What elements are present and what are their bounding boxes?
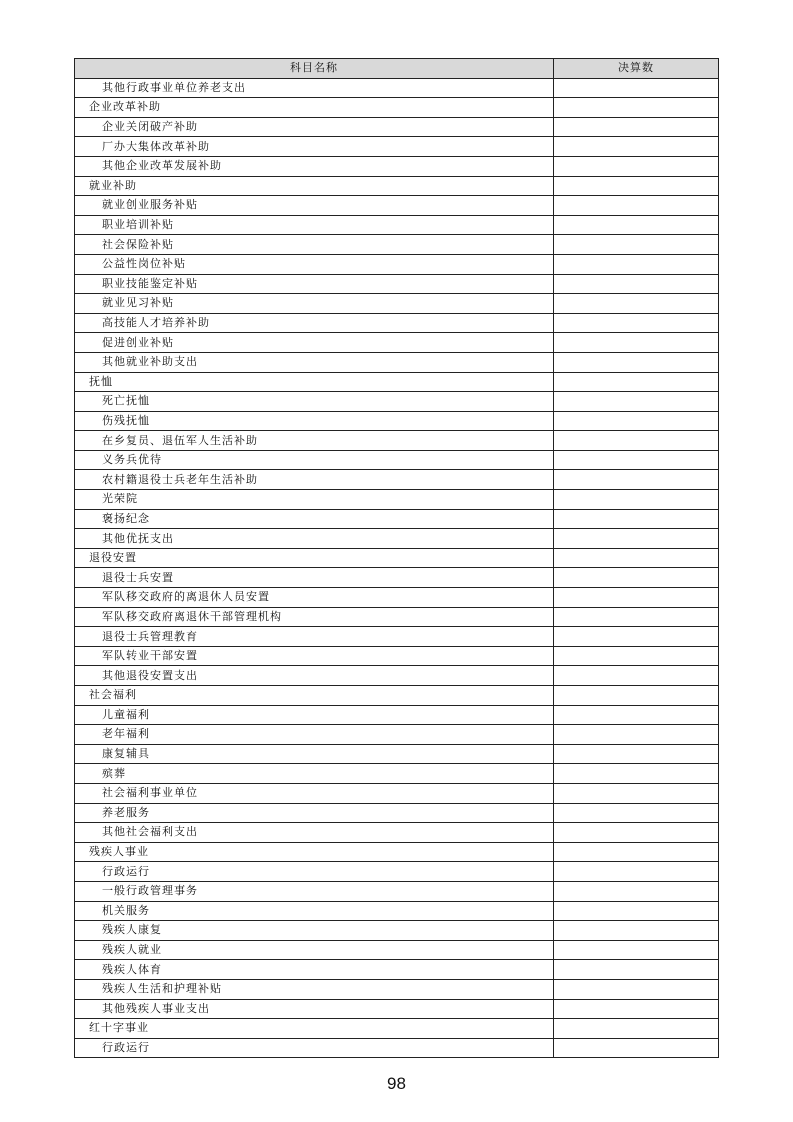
amount-cell [554, 862, 719, 882]
subcategory-name-cell: 社会福利事业单位 [75, 783, 554, 803]
amount-cell [554, 294, 719, 314]
amount-cell [554, 274, 719, 294]
subcategory-name-cell: 其他社会福利支出 [75, 823, 554, 843]
amount-cell [554, 901, 719, 921]
subcategory-name-cell: 残疾人就业 [75, 940, 554, 960]
amount-cell [554, 235, 719, 255]
category-name-cell: 红十字事业 [75, 1019, 554, 1039]
amount-cell [554, 607, 719, 627]
table-row [75, 156, 719, 176]
amount-cell [554, 196, 719, 216]
subcategory-name-cell: 军队转业干部安置 [75, 646, 554, 666]
table-row [75, 999, 719, 1019]
table-row [75, 117, 719, 137]
table-row [75, 666, 719, 686]
amount-cell [554, 568, 719, 588]
subcategory-name-cell: 职业技能鉴定补贴 [75, 274, 554, 294]
amount-cell [554, 490, 719, 510]
amount-cell [554, 548, 719, 568]
table-row [75, 529, 719, 549]
subcategory-name-cell: 军队移交政府的离退休人员安置 [75, 588, 554, 608]
amount-cell [554, 313, 719, 333]
amount-cell [554, 392, 719, 412]
category-name-cell: 抚恤 [75, 372, 554, 392]
amount-cell [554, 372, 719, 392]
subcategory-name-cell: 一般行政管理事务 [75, 881, 554, 901]
subcategory-name-cell: 老年福利 [75, 725, 554, 745]
table-row [75, 881, 719, 901]
table-row [75, 803, 719, 823]
subcategory-name-cell: 社会保险补贴 [75, 235, 554, 255]
table-row [75, 352, 719, 372]
category-name-cell: 退役安置 [75, 548, 554, 568]
table-row [75, 392, 719, 412]
table-row [75, 823, 719, 843]
subcategory-name-cell: 殡葬 [75, 764, 554, 784]
amount-cell [554, 666, 719, 686]
table-row [75, 411, 719, 431]
table-row [75, 235, 719, 255]
subcategory-name-cell: 其他行政事业单位养老支出 [75, 78, 554, 98]
table-body [75, 78, 719, 1058]
table-row [75, 196, 719, 216]
amount-cell [554, 137, 719, 157]
table-row [75, 744, 719, 764]
table-row [75, 686, 719, 706]
subcategory-name-cell: 光荣院 [75, 490, 554, 510]
amount-cell [554, 803, 719, 823]
subcategory-name-cell: 退役士兵管理教育 [75, 627, 554, 647]
amount-cell [554, 823, 719, 843]
table-row [75, 254, 719, 274]
table-row [75, 901, 719, 921]
table-row [75, 490, 719, 510]
table-row [75, 176, 719, 196]
subcategory-name-cell: 养老服务 [75, 803, 554, 823]
table-row [75, 431, 719, 451]
amount-cell [554, 960, 719, 980]
subcategory-name-cell: 退役士兵安置 [75, 568, 554, 588]
subcategory-name-cell: 在乡复员、退伍军人生活补助 [75, 431, 554, 451]
subcategory-name-cell: 其他退役安置支出 [75, 666, 554, 686]
subcategory-name-cell: 其他优抚支出 [75, 529, 554, 549]
amount-cell [554, 215, 719, 235]
subcategory-name-cell: 行政运行 [75, 862, 554, 882]
table-row [75, 274, 719, 294]
amount-cell [554, 783, 719, 803]
subcategory-name-cell: 残疾人康复 [75, 921, 554, 941]
table-row [75, 470, 719, 490]
amount-cell [554, 352, 719, 372]
subcategory-name-cell: 机关服务 [75, 901, 554, 921]
subcategory-name-cell: 企业关闭破产补助 [75, 117, 554, 137]
subcategory-name-cell: 儿童福利 [75, 705, 554, 725]
table-row [75, 764, 719, 784]
amount-cell [554, 686, 719, 706]
header-final-amount: 决算数 [554, 59, 719, 79]
table-row [75, 98, 719, 118]
subcategory-name-cell: 就业见习补贴 [75, 294, 554, 314]
amount-cell [554, 881, 719, 901]
table-row [75, 1038, 719, 1058]
budget-table [74, 58, 719, 1058]
amount-cell [554, 117, 719, 137]
amount-cell [554, 744, 719, 764]
amount-cell [554, 940, 719, 960]
amount-cell [554, 98, 719, 118]
table-row [75, 705, 719, 725]
table-row [75, 979, 719, 999]
amount-cell [554, 333, 719, 353]
table-row [75, 607, 719, 627]
header-subject-name: 科目名称 [75, 59, 554, 79]
amount-cell [554, 646, 719, 666]
amount-cell [554, 1019, 719, 1039]
subcategory-name-cell: 就业创业服务补贴 [75, 196, 554, 216]
table-row [75, 783, 719, 803]
table-row [75, 862, 719, 882]
table-row [75, 921, 719, 941]
table-row [75, 294, 719, 314]
subcategory-name-cell: 其他就业补助支出 [75, 352, 554, 372]
amount-cell [554, 588, 719, 608]
category-name-cell: 企业改革补助 [75, 98, 554, 118]
table-row [75, 568, 719, 588]
amount-cell [554, 470, 719, 490]
subcategory-name-cell: 军队移交政府离退休干部管理机构 [75, 607, 554, 627]
table-row [75, 646, 719, 666]
table-row [75, 450, 719, 470]
amount-cell [554, 529, 719, 549]
subcategory-name-cell: 农村籍退役士兵老年生活补助 [75, 470, 554, 490]
category-name-cell: 社会福利 [75, 686, 554, 706]
table-row [75, 509, 719, 529]
subcategory-name-cell: 职业培训补贴 [75, 215, 554, 235]
subcategory-name-cell: 公益性岗位补贴 [75, 254, 554, 274]
table-row [75, 137, 719, 157]
amount-cell [554, 979, 719, 999]
subcategory-name-cell: 高技能人才培养补助 [75, 313, 554, 333]
table-header-row [75, 59, 719, 79]
subcategory-name-cell: 伤残抚恤 [75, 411, 554, 431]
category-name-cell: 残疾人事业 [75, 842, 554, 862]
subcategory-name-cell: 残疾人体育 [75, 960, 554, 980]
subcategory-name-cell: 促进创业补贴 [75, 333, 554, 353]
subcategory-name-cell: 义务兵优待 [75, 450, 554, 470]
table-row [75, 588, 719, 608]
amount-cell [554, 705, 719, 725]
amount-cell [554, 450, 719, 470]
amount-cell [554, 431, 719, 451]
amount-cell [554, 176, 719, 196]
amount-cell [554, 509, 719, 529]
subcategory-name-cell: 死亡抚恤 [75, 392, 554, 412]
subcategory-name-cell: 其他残疾人事业支出 [75, 999, 554, 1019]
table-row [75, 960, 719, 980]
subcategory-name-cell: 厂办大集体改革补助 [75, 137, 554, 157]
table-row [75, 940, 719, 960]
table-row [75, 215, 719, 235]
table-row [75, 725, 719, 745]
page-number: 98 [387, 1074, 406, 1093]
amount-cell [554, 842, 719, 862]
table-row [75, 372, 719, 392]
amount-cell [554, 999, 719, 1019]
amount-cell [554, 921, 719, 941]
amount-cell [554, 411, 719, 431]
amount-cell [554, 156, 719, 176]
amount-cell [554, 78, 719, 98]
table-row [75, 333, 719, 353]
amount-cell [554, 1038, 719, 1058]
table-row [75, 78, 719, 98]
amount-cell [554, 254, 719, 274]
table-row [75, 1019, 719, 1039]
subcategory-name-cell: 康复辅具 [75, 744, 554, 764]
amount-cell [554, 725, 719, 745]
table-row [75, 842, 719, 862]
subcategory-name-cell: 褒扬纪念 [75, 509, 554, 529]
amount-cell [554, 764, 719, 784]
amount-cell [554, 627, 719, 647]
table-row [75, 313, 719, 333]
category-name-cell: 就业补助 [75, 176, 554, 196]
subcategory-name-cell: 其他企业改革发展补助 [75, 156, 554, 176]
table-row [75, 627, 719, 647]
subcategory-name-cell: 行政运行 [75, 1038, 554, 1058]
subcategory-name-cell: 残疾人生活和护理补贴 [75, 979, 554, 999]
table-row [75, 548, 719, 568]
